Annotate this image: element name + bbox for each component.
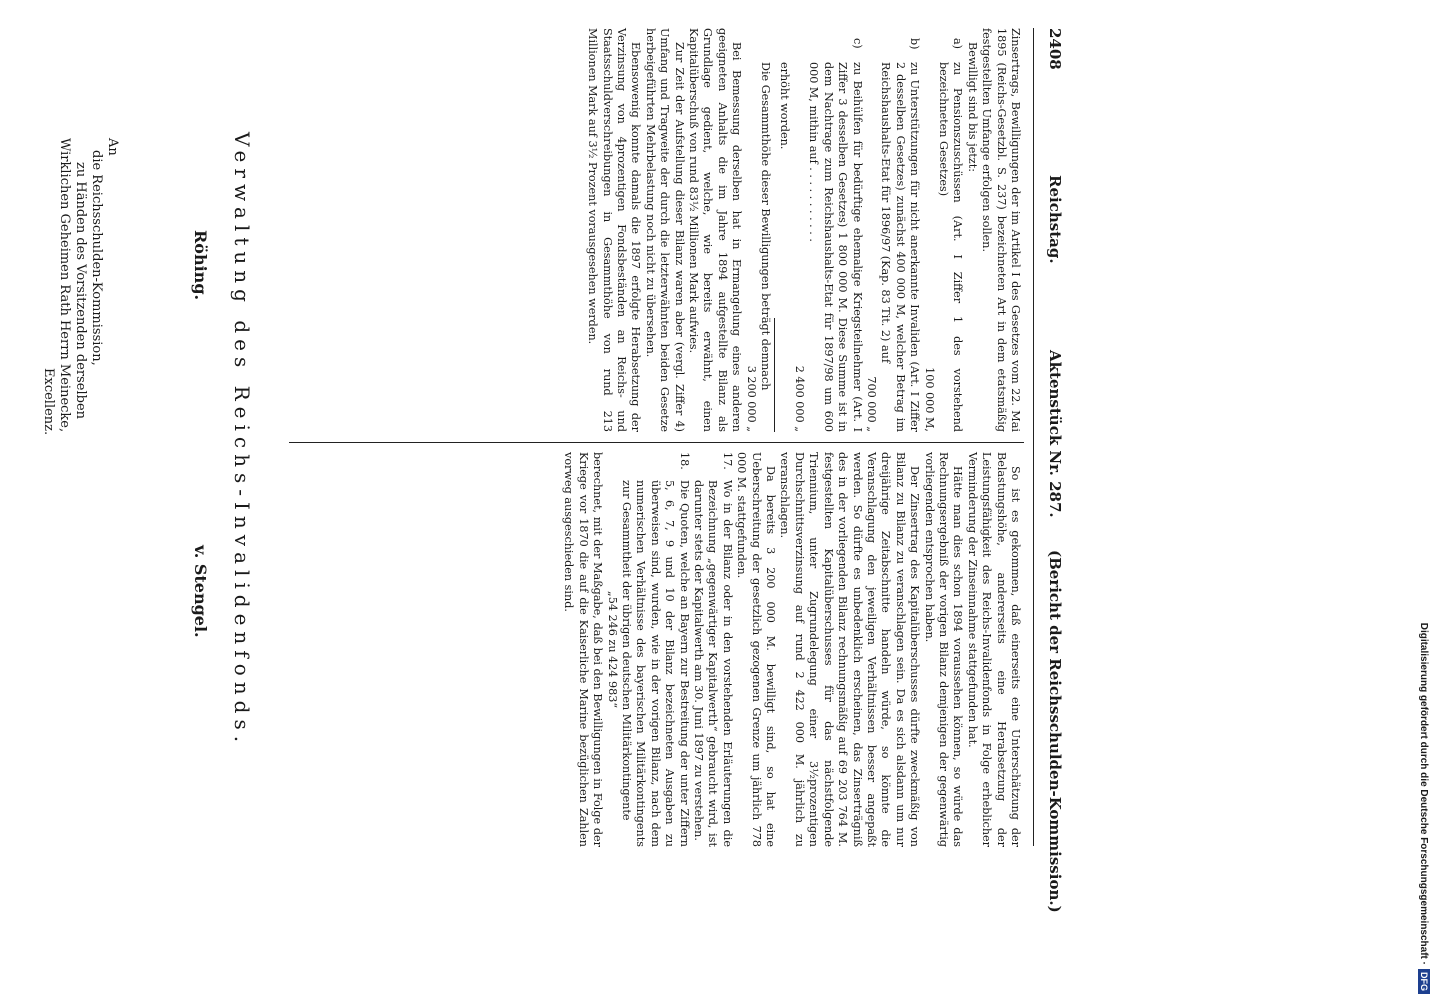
item-a (921, 28, 964, 432)
item-c (777, 28, 863, 432)
dfg-logo: DFG (1418, 969, 1430, 994)
paragraph-aufstellung: Zur Zeit der Aufstellung dieser Bilanz waren aber (vergl. Ziffer 4) Umfang und Tragweite der durch die letzterwähnten beiden Gesetze herbeigeführten Mehrbelastung noch nicht zu übersehen. (643, 28, 686, 432)
address-an: An (105, 138, 120, 156)
item-18-text: Die Quoten, welche an Bayern zur Bestreitung der unter Ziffern 5, 6, 7, 9 und 10 der Bilanz bezeichneten Ausgaben zu überweisen sind, wurden, wie in der vorigen Bilanz, nach dem numerischen Verhältnisse des bayerischen Militärkontingents zur Gesammtheit der übrigen deutschen Militärkontingente (620, 480, 691, 847)
header-bericht: (Bericht der Reichsschulden-Kommission.) (1046, 550, 1064, 913)
item-a-text: zu Pensionszuschüssen (Art. I Ziffer 1 des vorstehend bezeichneten Gesetzes) (936, 62, 965, 432)
item-c-text: zu Beihülfen für bedürftige ehemalige Kriegsteilnehmer (Art. I Ziffer 3 desselben Gesetzes) 1 800 000 M. Diese Summe ist in dem Nachtrage zum Reichshaushalts-Etat für 1897/98 um 600 000 M, mithin auf . . . . . . . . . . . (807, 62, 864, 432)
bewilligt-heading: Bewilligt sind bis jetzt: (965, 42, 979, 172)
item-18-number: 18. (677, 452, 691, 470)
sum-rule (774, 318, 775, 432)
address-block (40, 138, 120, 435)
paragraph-bilanz: Hätte man dies schon 1894 voraussehen können, so würde das Rechnungsergebniß der vorigen Bilanz demjenigen der gegenwärtig vorliegenden entsprochen haben. (922, 452, 965, 847)
total-amount: 3 200 000 „ (744, 365, 758, 432)
paragraph-berechnet: berechnet, mit der Maßgabe, daß bei den Bewilligungen in Folge der Kriege vor 1870 die auf die Kaiserliche Marine bezüglichen Zahlen vorweg ausgeschieden sind. (562, 452, 605, 847)
page-number: 2408 (1046, 28, 1064, 70)
header-rule (1033, 28, 1034, 846)
header-reichstag: Reichstag. (1046, 175, 1064, 264)
paragraph-unterschaetzung: So ist es gekommen, daß einerseits eine Unterschätzung der Belastungshöhe, andererseits eine Herabsetzung der Leistungsfähigkeit des Reichs-Invalidenfonds in Folge erheblicher Verminderung der Zinseinnahme stattgefunden hat. (965, 452, 1022, 847)
dfg-credit-text: Digitalisierung gefördert durch die Deutsche Forschungsgemeinschaft · (1418, 622, 1429, 965)
total-line (743, 28, 772, 432)
paragraph-zinsertrag: Der Zinsertrag des Kapitalüberschusses dürfte zweckmäßig von Bilanz zu Bilanz zu veranschlagen sein. Da es sich alsdann um nur dreijährige Zeitabschnitte handeln würde, so könnte die Veranschlagung den jeweiligen Verhältnissen besser angepaßt werden. So dürfte es unbedenklich erscheinen, das Zinserträgniß des in der vorliegenden Bilanz rechnungsmäßig auf 69 203 764 M. festgestellten Kapitalüberschusses für das nächstfolgende Triennium, unter Zugrundelegung einer 3½prozentigen Durchschnittsverzinsung auf rund 2 422 000 M. jährlich zu veranschlagen. (778, 452, 922, 847)
rotated-page (20, 0, 1120, 913)
paragraph-ueberschreitung: Da bereits 3 200 000 M. bewilligt sind, so hat eine Ueberschreitung der gesetzlich gezogenen Grenze um jährlich 778 000 M. stattgefunden. (735, 452, 778, 847)
item-b-marker: b) (908, 38, 922, 50)
item-c-tail: erhöht worden. (778, 62, 792, 150)
address-kommission: die Reichsschulden-Kommission, (89, 150, 104, 366)
column-left (585, 28, 1022, 432)
item-a-marker: a) (951, 38, 965, 50)
column-rule (289, 442, 1024, 443)
item-b-text: zu Unterstützungen für nicht anerkannte Invaliden (Art. I Ziffer 2 desselben Gesetzes) zunächst 400 000 M, welcher Betrag im Reichshaushalts-Etat für 1896/97 (Kap. 83 Tit. 2) auf (879, 62, 922, 432)
item-17 (691, 452, 734, 847)
signature-right: v. Stengel. (191, 545, 210, 638)
signature-left: Röhing. (191, 230, 210, 301)
item-17-text: Wo in der Bilanz oder in den vorstehenden Erläuterungen die Bezeichnung „gegenwärtiger Kapitalwerth“ gebraucht wird, ist darunter stets der Kapitalwerth am 30. Juni 1897 zu verstehen. (692, 480, 734, 847)
running-header (1032, 0, 1072, 913)
column-right (561, 452, 1022, 847)
item-b (864, 28, 922, 432)
item-a-amount: 100 000 M, (922, 367, 936, 432)
address-excellenz: Excellenz. (41, 368, 56, 436)
paragraph-herabsetzung: Ebensowenig konnte damals die 1897 erfolgte Herabsetzung der Verzinsung von 4prozentigen Fondsbeständen an Reichs- und Staatsschuldverschreibungen in Gesammthöhe von rund 213 Millionen Mark auf 3½ Prozent vorausgesehen werden. (586, 28, 643, 432)
paragraph-bemessung: Bei Bemessung derselben hat in Ermangelung eines anderen geeigneten Anhalts die im Jahre 1894 aufgestellte Bilanz als Grundlage gedient, welche, wie bereits erwähnt, einen Kapitalüberschuß von rund 83½ Millionen Mark aufwies. (687, 28, 744, 432)
address-rath: Wirklichen Geheimen Rath Herrn Meinecke, (57, 138, 72, 433)
total-text: Die Gesammthöhe dieser Bewilligungen beträgt demnach (759, 62, 773, 391)
header-aktenstueck: Aktenstück Nr. 287. (1046, 350, 1064, 518)
item-c-marker: c) (850, 38, 864, 49)
intro-paragraph: Zinsertrags, Bewilligungen der im Artikel I des Gesetzes vom 22. Mai 1895 (Reichs-Gesetzbl. S. 237) bezeichneten Art in dem etatsmäßig festgestellten Umfange erfolgen sollen. (980, 28, 1022, 432)
item-17-number: 17. (720, 452, 734, 470)
dfg-sidebar (1412, 6, 1434, 994)
item-18 (619, 452, 691, 847)
address-haenden: zu Händen des Vorsitzenden derselben (73, 162, 88, 420)
section-title: Verwaltung des Reichs-Invalidenfonds. (230, 131, 254, 749)
ratio-line: „54 246 zu 424 983“ (605, 590, 619, 709)
item-b-amount: 700 000 „ (864, 376, 878, 432)
item-c-amount: 2 400 000 „ (792, 365, 806, 432)
